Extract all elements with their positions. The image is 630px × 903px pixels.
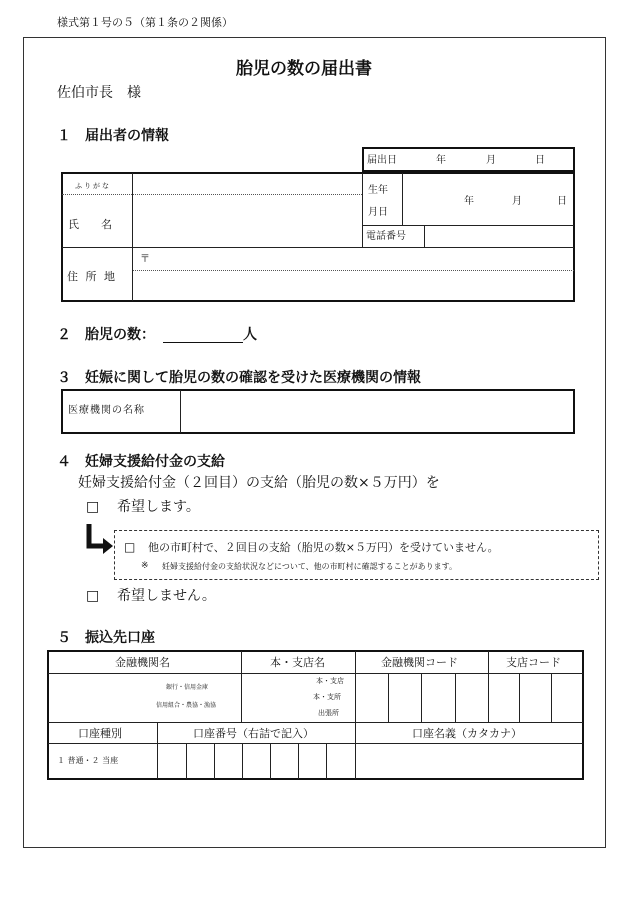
account-number-input[interactable] [159,746,353,777]
postal-mark: 〒 [140,254,150,265]
checkbox-yes[interactable]: □ [86,499,100,515]
bank-row-divider-3 [48,743,583,744]
checkbox-other-municipality[interactable]: □ [124,540,136,554]
bank-col-divider-1 [241,651,242,722]
phone-input[interactable] [426,228,572,246]
other-municipality-box [114,530,599,580]
medical-divider [180,390,181,433]
bank-type-1: 銀行・信用金庫 [166,684,209,691]
medical-name-input[interactable] [183,392,571,432]
furigana-label: ふりがな [75,182,111,190]
section3-heading: ３ 妊娠に関して胎児の数の確認を受けた医療機関の情報 [57,370,421,386]
bank-name-input[interactable] [50,676,239,720]
birth-label-1: 生年 [368,185,388,196]
account-name-input[interactable] [358,746,581,777]
option-no-label: 希望しません。 [117,588,216,604]
label-column-divider [132,173,133,301]
section5-heading: ５ 振込先口座 [57,630,155,646]
branch-type-2: 本・支所 [313,693,341,701]
date-label: 届出日 [367,155,397,166]
addressee: 佐伯市長 様 [57,85,141,101]
branch-code-input[interactable] [491,676,581,720]
birth-month-label: 月 [512,196,522,207]
option-yes-label: 希望します。 [117,499,200,515]
phone-value-divider [424,226,425,247]
branch-code-header: 支店コード [506,656,561,669]
birth-label-2: 月日 [368,207,388,218]
note-mark: ※ [141,561,149,571]
furigana-divider [62,194,362,195]
branch-name-input[interactable] [244,676,310,720]
bank-row-divider-1 [48,673,583,674]
bank-col-divider-2 [355,651,356,779]
birth-day-label: 日 [557,196,567,207]
address-input[interactable] [134,250,572,300]
branch-name-header: 本・支店名 [270,656,325,669]
checkbox-no[interactable]: □ [86,588,100,604]
bank-code-input[interactable] [358,676,486,720]
account-type-options[interactable]: １ 普通・２ 当座 [57,756,119,765]
bank-col-divider-3 [488,651,489,722]
medical-label: 医療機関の名称 [68,405,145,416]
birth-divider [402,173,403,225]
form-number: 様式第１号の５（第１条の２関係） [57,16,233,29]
bank-code-header: 金融機関コード [381,656,458,669]
section1-heading: １ 届出者の情報 [57,128,169,144]
address-label: 住 所 地 [67,270,117,283]
bank-row-divider-2 [48,722,583,723]
fetus-count-input[interactable] [163,342,243,343]
page-title: 胎児の数の届出書 [236,59,372,79]
bank-type-2: 信用組合・農協・漁協 [156,702,217,709]
mid-column-divider [362,173,363,247]
birth-year-label: 年 [464,196,474,207]
section4-heading: ４ 妊婦支援給付金の支給 [57,454,225,470]
furigana-input[interactable] [134,175,360,193]
name-label: 氏 名 [68,218,112,231]
date-year-label: 年 [436,155,446,166]
fetus-unit: 人 [243,327,257,343]
phone-label: 電話番号 [366,231,406,242]
branch-type-3: 出張所 [318,709,339,717]
date-day-label: 日 [535,155,545,166]
note-text: 妊婦支援給付金の支給状況などについて、他の市町村に確認することがあります。 [162,562,458,571]
name-input[interactable] [134,196,360,246]
other-municipality-label: 他の市町村で、２回目の支給（胎児の数×５万円）を受けていません。 [148,541,499,554]
account-type-header: 口座種別 [78,727,122,740]
bank-name-header: 金融機関名 [115,656,170,669]
section4-intro: 妊婦支援給付金（２回目）の支給（胎児の数×５万円）を [78,475,440,491]
address-divider [62,247,574,248]
account-name-header: 口座名義（カタカナ） [412,727,522,740]
section2-heading: ２ 胎児の数： [57,327,155,343]
account-number-header: 口座番号（右詰で記入） [193,727,314,740]
branch-type-1: 本・支店 [316,677,344,685]
date-month-label: 月 [486,155,496,166]
phone-divider [363,225,574,226]
account-type-divider [157,723,158,779]
